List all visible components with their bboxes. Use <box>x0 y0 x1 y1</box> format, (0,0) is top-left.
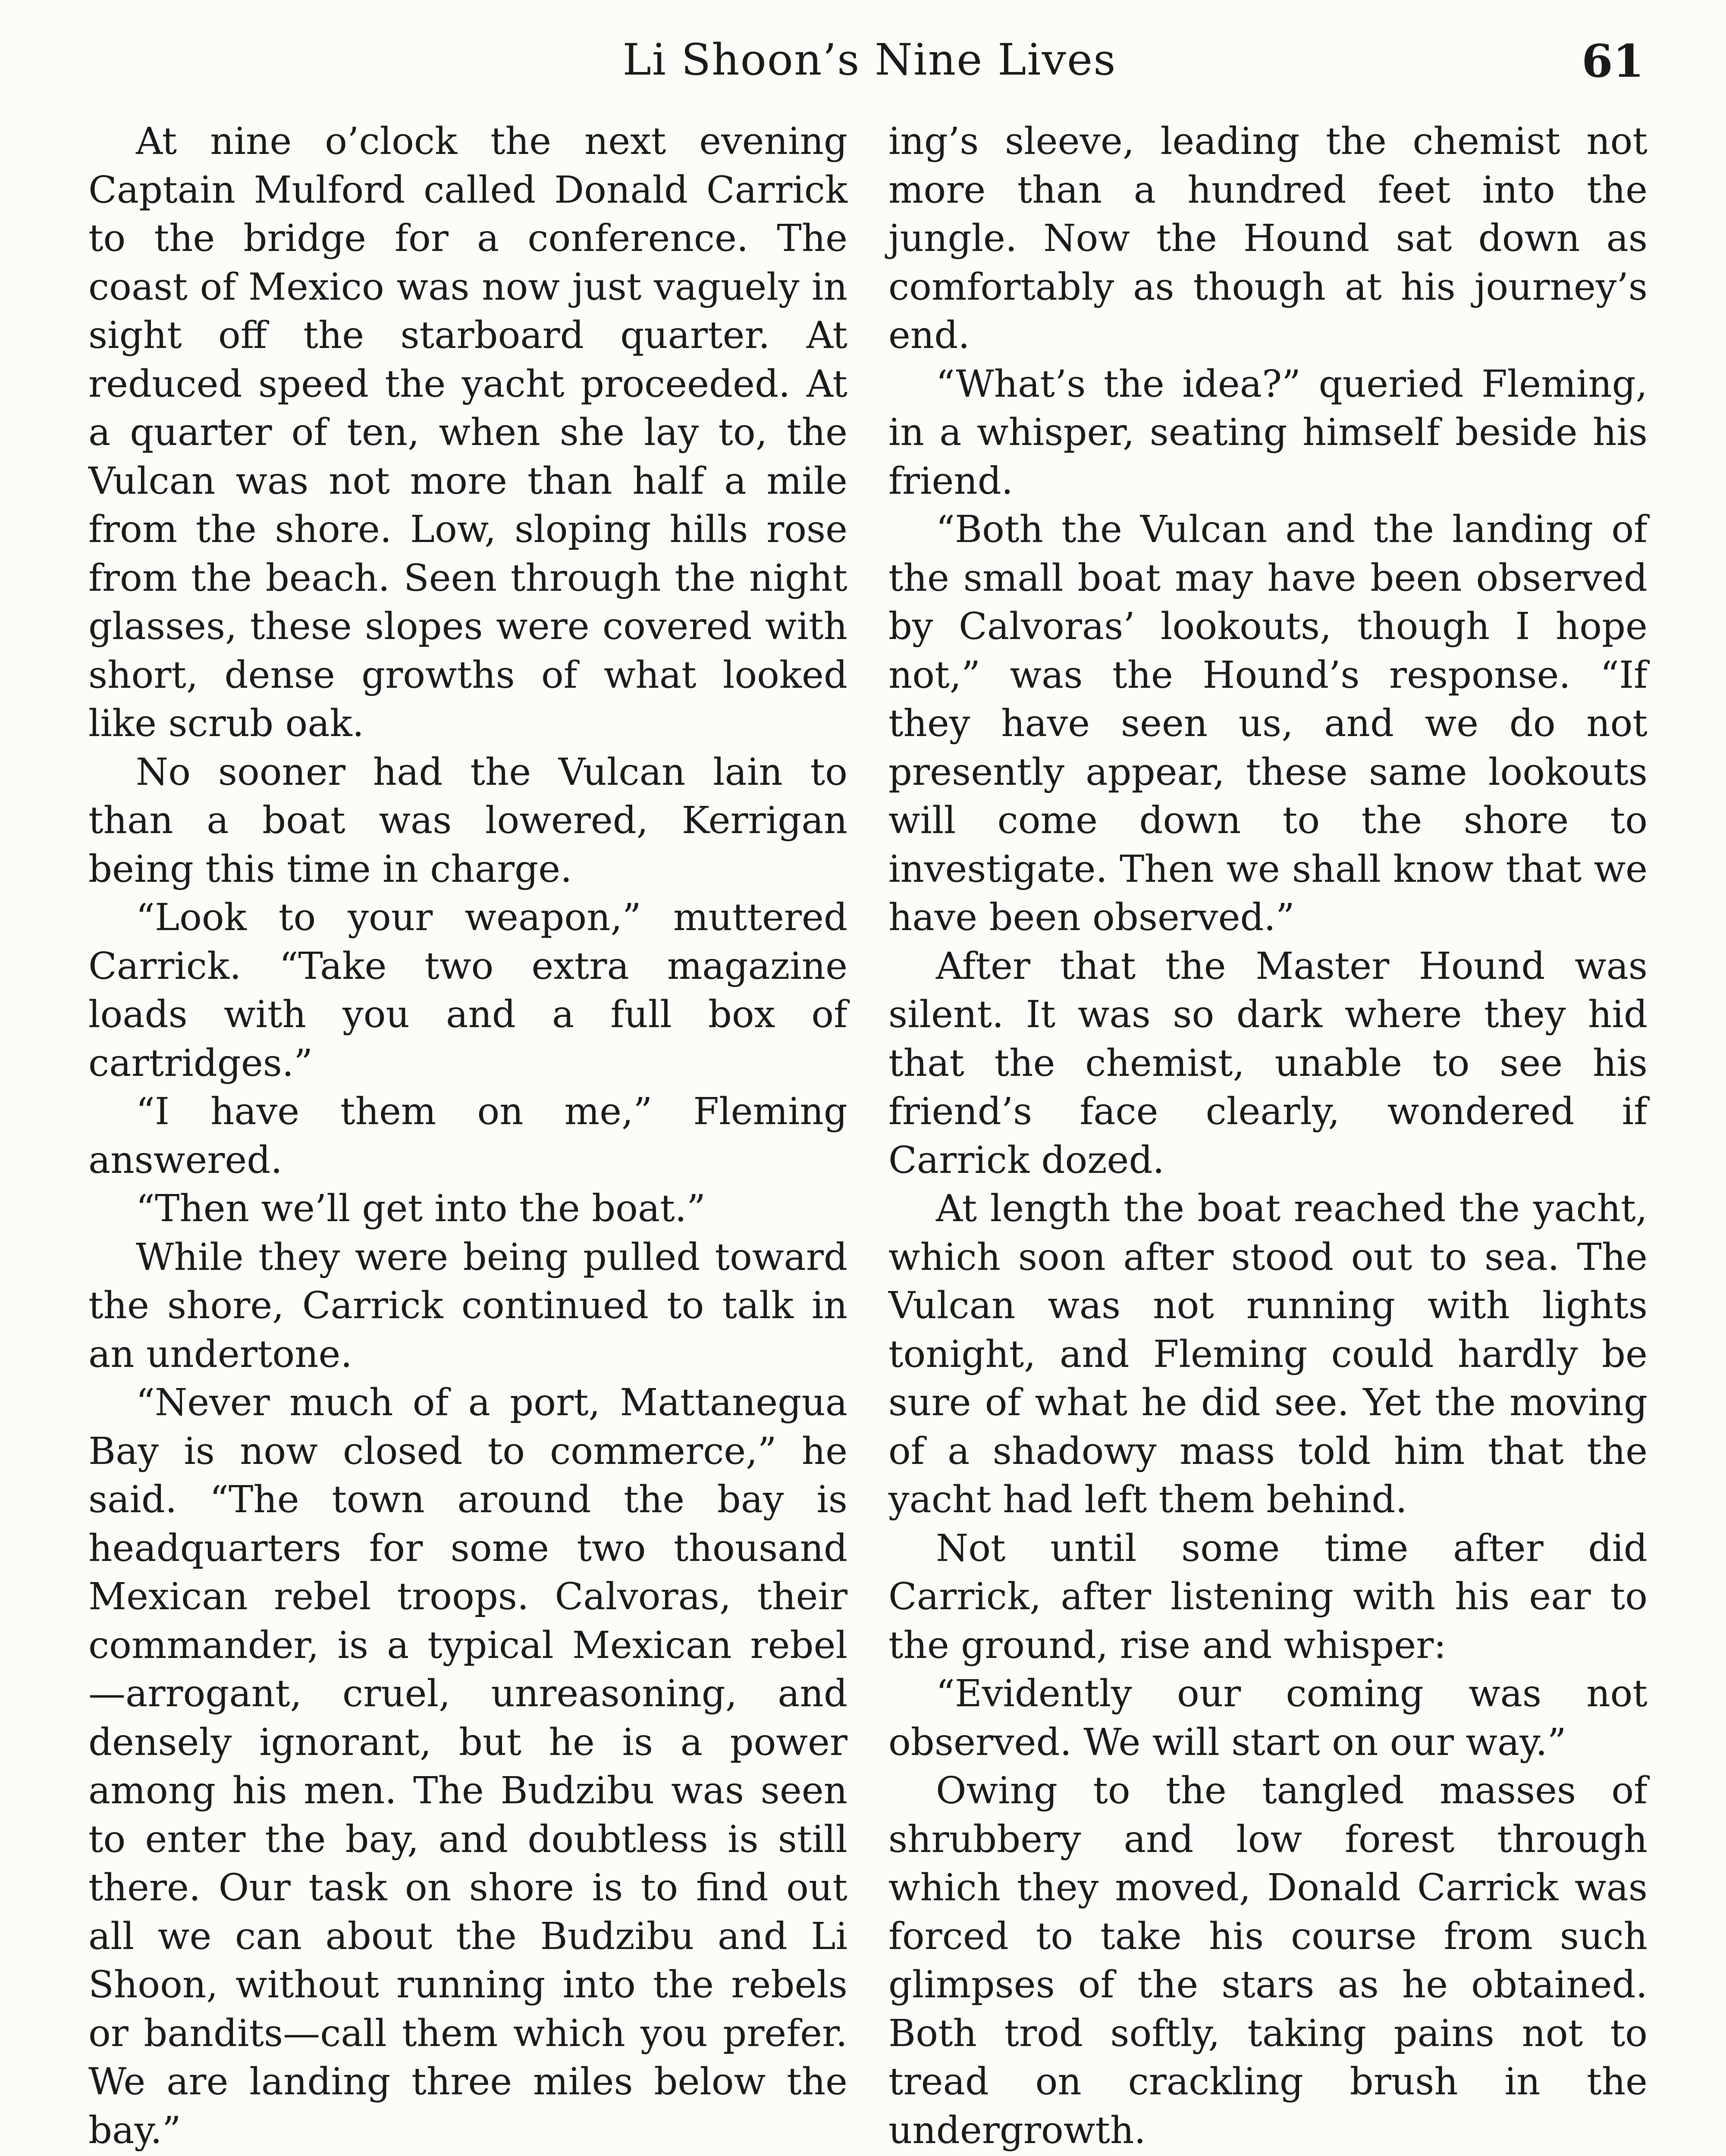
paragraph: “Evidently our coming was not observed. We will start on our way.” <box>888 1672 1648 1764</box>
running-head <box>86 30 1653 91</box>
paragraph: ing’s sleeve, leading the chemist not more than a hundred feet into the jungle. Now the Hound sat down as comfortably as though at his journey’s end. <box>888 120 1648 357</box>
paragraph: At nine o’clock the next evening Captain Mulford called Donald Carrick to the bridge for a conference. The coast of Mexico was now just vaguely in sight off the starboard quarter. At reduced speed the yacht proceeded. At a quarter of ten, when she lay to, the Vulcan was not more than half a mile from the shore. Low, sloping hills rose from the beach. Seen through the night glasses, these slopes were covered with short, dense growths of what looked like scrub oak. <box>88 120 847 745</box>
paragraph: No sooner had the Vulcan lain to than a boat was lowered, Kerrigan being this time in charge. <box>88 750 847 891</box>
right-column <box>888 117 1648 2156</box>
paragraph: “I have them on me,” Fleming answered. <box>88 1090 847 1182</box>
paragraph: Not until some time after did Carrick, after listening with his ear to the ground, rise and whisper: <box>888 1526 1648 1667</box>
paragraph: After that the Master Hound was silent. It was so dark where they hid that the chemist, unable to see his friend’s face clearly, wondered if Carrick dozed. <box>888 944 1648 1182</box>
paragraph: “Both the Vulcan and the landing of the small boat may have been observed by Calvoras’ lookouts, though I hope not,” was the Hound’s response. “If they have seen us, and we do not presently appear, these same lookouts will come down to the shore to investigate. Then we shall know that we have been observed.” <box>888 508 1648 939</box>
paragraph: “Never much of a port, Mattanegua Bay is now closed to commerce,” he said. “The town around the bay is headquarters for some two thousand Mexican rebel troops. Calvoras, their commander, is a typical Mexican rebel —arrogant, cruel, unreasoning, and densely ignorant, but he is a power among his men. The Budzibu was seen to enter the bay, and doubtless is still there. Our task on shore is to find out all we can about the Budzibu and Li Shoon, without running into the rebels or bandits—call them which you prefer. We are landing three miles below the bay.” <box>88 1381 847 2152</box>
paragraph: “Then we’ll get into the boat.” <box>136 1187 706 1230</box>
left-column <box>88 117 847 2156</box>
paragraph: While they were being pulled toward the shore, Carrick continued to talk in an undertone. <box>88 1235 847 1376</box>
paragraph: Owing to the tangled masses of shrubbery and low forest through which they moved, Donald Carrick was forced to take his course from such glimpses of the stars as he obtained. Both trod softly, taking pains not to tread on crackling brush in the undergrowth. <box>888 1769 1648 2152</box>
paragraph: “What’s the idea?” queried Fleming, in a whisper, seating himself beside his friend. <box>888 362 1648 503</box>
paragraph: At length the boat reached the yacht, which soon after stood out to sea. The Vulcan was not running with lights tonight, and Fleming could hardly be sure of what he did see. Yet the moving of a shadowy mass told him that the yacht had left them behind. <box>888 1187 1648 1521</box>
page-number: 61 <box>1582 34 1644 88</box>
paragraph: “Look to your weapon,” muttered Carrick. “Take two extra magazine loads with you and a full box of cartridges.” <box>88 896 847 1085</box>
running-title: Li Shoon’s Nine Lives <box>622 34 1117 85</box>
